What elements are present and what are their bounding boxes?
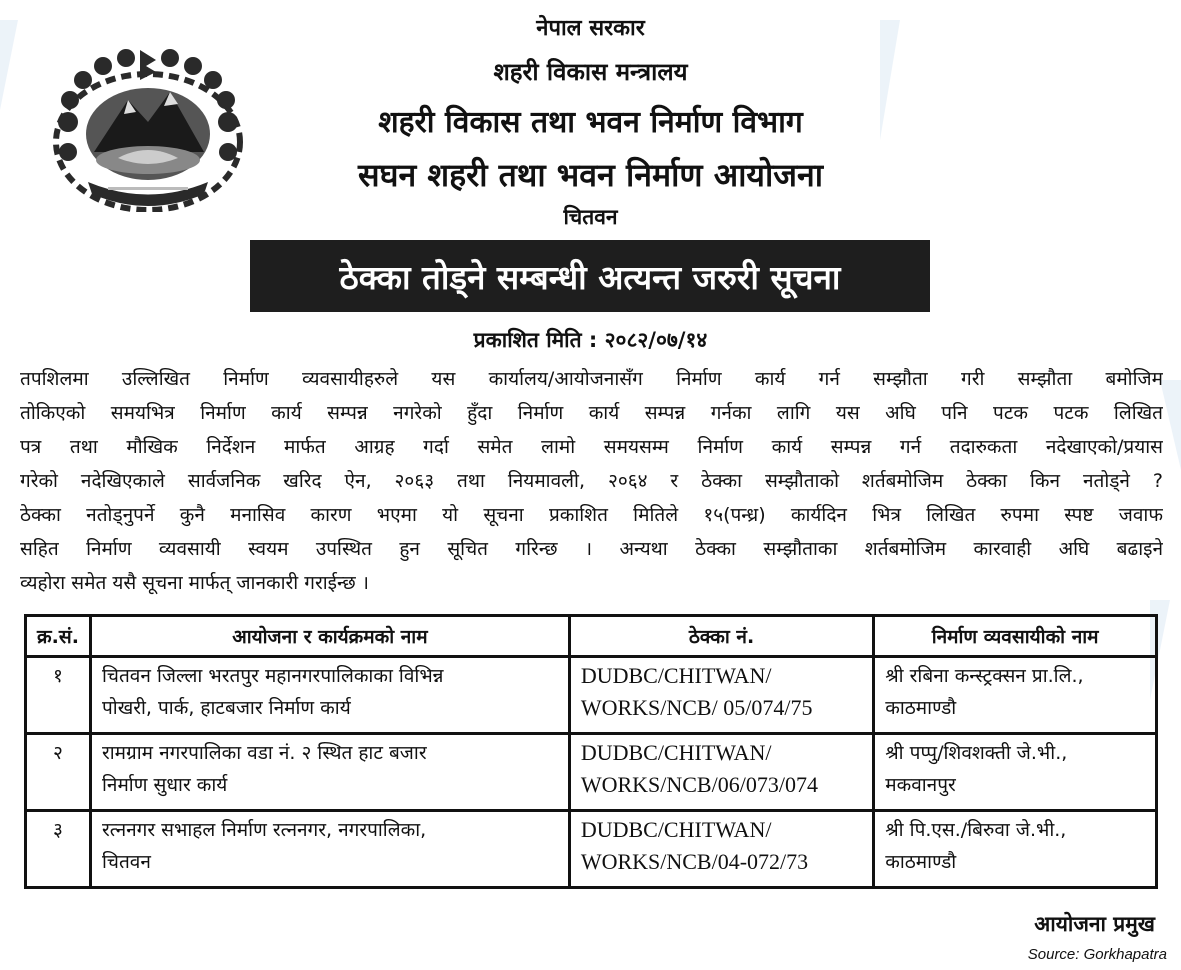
source-credit: Source: Gorkhapatra — [1027, 946, 1167, 963]
body-line: पत्र तथा मौखिक निर्देशन मार्फत आग्रह गर्दा समेत लामो समयसम्म निर्माण कार्य सम्पन्न गर्न तदारुकता नदेखाएको/प्रयास — [20, 436, 1163, 458]
body-line: तोकिएको समयभित्र निर्माण कार्य सम्पन्न नगरेको हुँदा निर्माण कार्य सम्पन्न गर्नका लागि यस अघि पनि पटक पटक लिखित — [20, 402, 1163, 424]
body-line: व्यहोरा समेत यसै सूचना मार्फत् जानकारी गराईन्छ । — [20, 572, 369, 594]
contract-no-line: DUDBC/CHITWAN/ — [580, 740, 772, 765]
row-contractor — [874, 811, 1157, 888]
row-project-name — [90, 811, 569, 888]
published-date: प्रकाशित मिति : २०८२/०७/१४ — [473, 328, 708, 352]
department-name: शहरी विकास तथा भवन निर्माण विभाग — [378, 105, 803, 140]
table-row — [26, 734, 1157, 811]
ministry-name: शहरी विकास मन्त्रालय — [493, 58, 688, 86]
table-row — [26, 657, 1157, 734]
table-header-row — [26, 616, 1157, 657]
contract-no-line: WORKS/NCB/ 05/074/75 — [580, 695, 813, 720]
contract-no-line: DUDBC/CHITWAN/ — [580, 817, 772, 842]
row-serial: १ — [26, 657, 91, 734]
body-line: ठेक्का नतोड्नुपर्ने कुनै मनासिव कारण भएमा यो सूचना प्रकाशित मितिले १५(पन्ध्र) कार्यदिन भित्र लिखित रुपमा स्पष्ट जवाफ — [20, 504, 1163, 526]
contracts-table — [24, 614, 1158, 889]
body-line: गरेको नदेखिएकाले सार्वजनिक खरिद ऐन, २०६३ तथा नियमावली, २०६४ र ठेक्का सम्झौताको शर्तबमोजिम ठेक्का किन नतोड्ने ? — [20, 470, 1163, 492]
contract-no-line: WORKS/NCB/06/073/074 — [580, 772, 818, 797]
row-contract-no — [569, 657, 873, 734]
header-serial: क्र.सं. — [26, 616, 91, 657]
table-row — [26, 811, 1157, 888]
project-name-line: रामग्राम नगरपालिका वडा नं. २ स्थित हाट बजार — [101, 742, 427, 764]
row-contractor — [874, 734, 1157, 811]
contractor-line: श्री रबिना कन्स्ट्रक्सन प्रा.लि., — [885, 665, 1084, 687]
body-line: तपशिलमा उल्लिखित निर्माण व्यवसायीहरुले यस कार्यालय/आयोजनासँग निर्माण कार्य गर्न सम्झौता गरी सम्झौता बमोजिम — [20, 368, 1163, 390]
project-name-line: चितवन — [101, 851, 151, 873]
project-name-line: निर्माण सुधार कार्य — [101, 774, 228, 796]
row-contractor — [874, 657, 1157, 734]
contractor-line: काठमाण्डौ — [885, 851, 957, 873]
row-contract-no — [569, 734, 873, 811]
contract-no-line: WORKS/NCB/04-072/73 — [580, 849, 809, 874]
row-serial: २ — [26, 734, 91, 811]
office-location: चितवन — [563, 205, 618, 229]
row-project-name — [90, 657, 569, 734]
contract-no-line: DUDBC/CHITWAN/ — [580, 663, 772, 688]
project-name-line: रत्ननगर सभाहल निर्माण रत्ननगर, नगरपालिका, — [101, 819, 427, 841]
row-serial: ३ — [26, 811, 91, 888]
signature-title: आयोजना प्रमुख — [1034, 912, 1155, 936]
row-project-name — [90, 734, 569, 811]
body-line: सहित निर्माण व्यवसायी स्वयम उपस्थित हुन सूचित गरिन्छ । अन्यथा ठेक्का सम्झौताका शर्तबमोजिम कारवाही अघि बढाइने — [20, 538, 1163, 560]
project-name-line: चितवन जिल्ला भरतपुर महानगरपालिकाका विभिन्न — [101, 665, 444, 687]
contractor-line: मकवानपुर — [885, 774, 956, 796]
header-project-name: आयोजना र कार्यक्रमको नाम — [90, 616, 569, 657]
header-contractor-name: निर्माण व्यवसायीको नाम — [874, 616, 1157, 657]
contractor-line: श्री पप्पु/शिवशक्ती जे.भी., — [885, 742, 1068, 764]
notice-title-banner — [250, 240, 930, 312]
project-name: सघन शहरी तथा भवन निर्माण आयोजना — [357, 156, 824, 194]
notice-title: ठेक्का तोड्ने सम्बन्धी अत्यन्त जरुरी सूचना — [339, 257, 841, 297]
project-name-line: पोखरी, पार्क, हाटबजार निर्माण कार्य — [101, 697, 351, 719]
row-contract-no — [569, 811, 873, 888]
government-name: नेपाल सरकार — [536, 16, 645, 41]
header-contract-no: ठेक्का नं. — [569, 616, 873, 657]
contractor-line: काठमाण्डौ — [885, 697, 957, 719]
contractor-line: श्री पि.एस./बिरुवा जे.भी., — [885, 819, 1067, 841]
notice-body — [20, 362, 1163, 600]
